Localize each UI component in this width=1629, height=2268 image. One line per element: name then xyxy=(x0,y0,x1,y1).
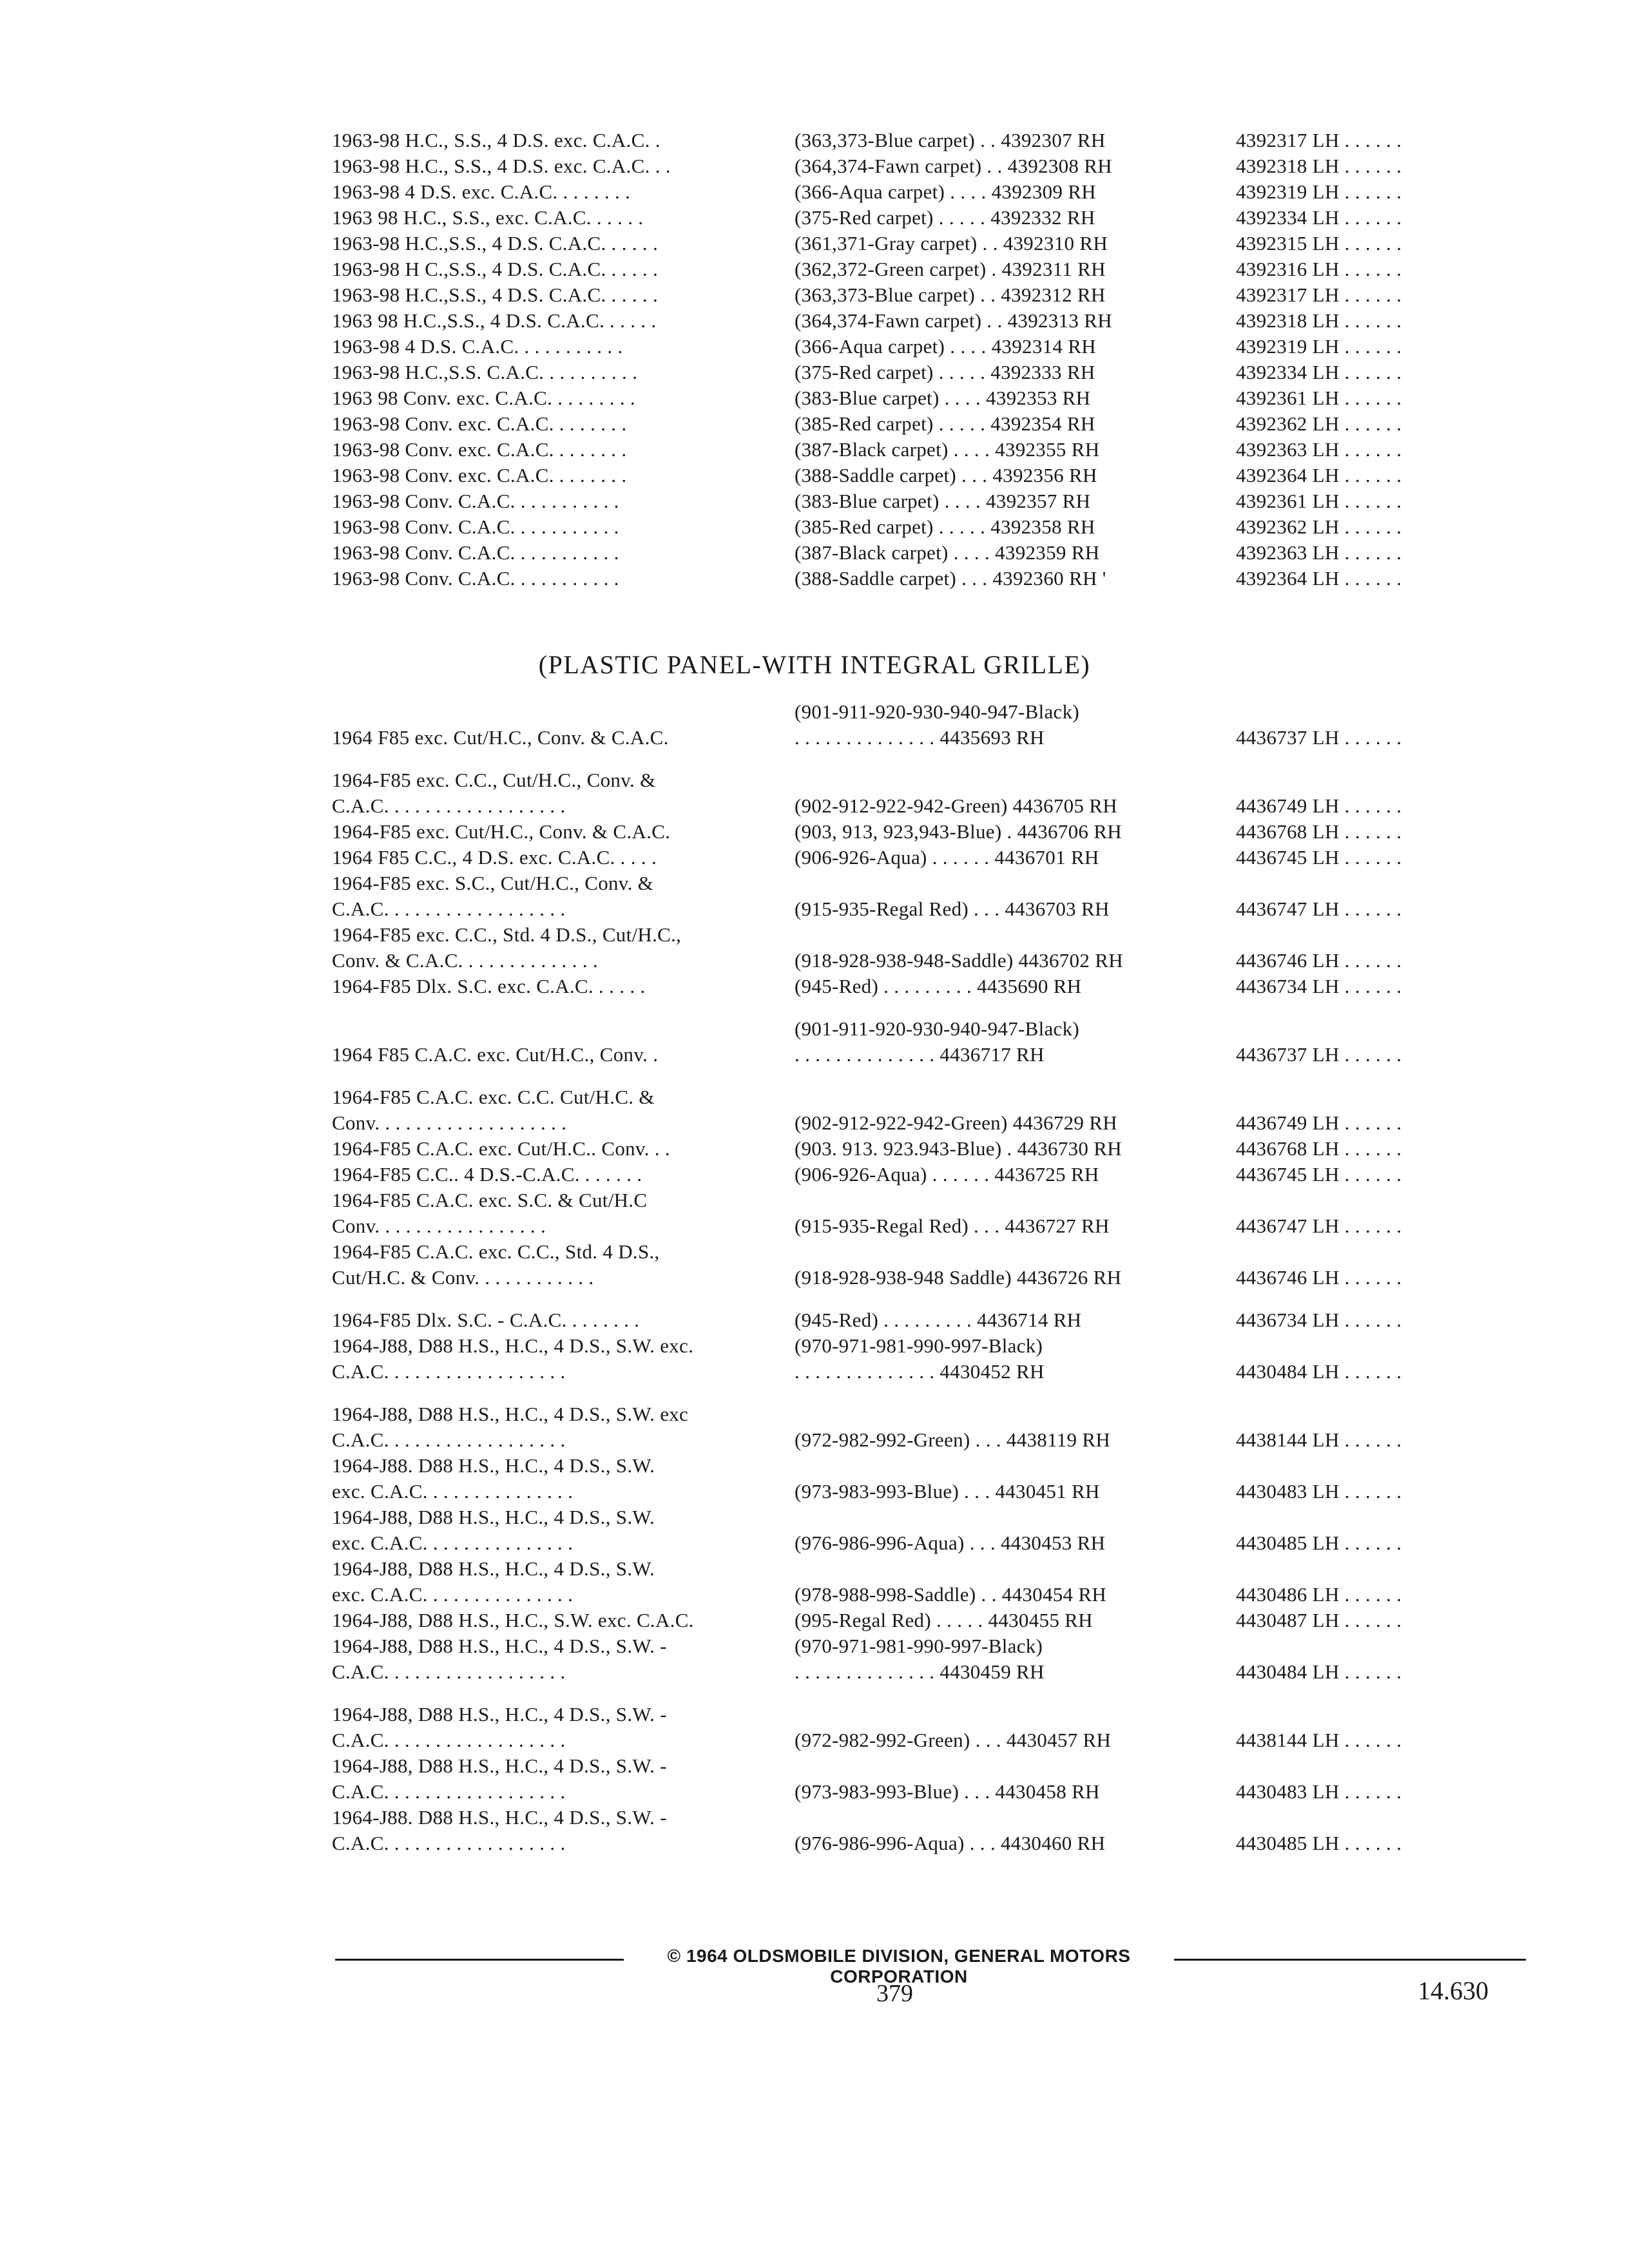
part-rh-cell: (387-Black carpet) . . . . 4392355 RH xyxy=(795,438,1100,461)
part-lh-cell: 4436745 LH . . . . . . xyxy=(1236,1163,1402,1186)
parts-row xyxy=(332,699,1530,751)
parts-row xyxy=(332,437,1530,463)
model-cell: 1964-F85 C.C.. 4 D.S.-C.A.C. . . . . . . xyxy=(332,1163,642,1186)
parts-row xyxy=(332,1556,1530,1608)
part-rh-cell: (361,371-Gray carpet) . . 4392310 RH xyxy=(795,232,1108,255)
part-rh-cell: (915-935-Regal Red) . . . 4436703 RH xyxy=(795,898,1110,920)
parts-row xyxy=(332,385,1530,411)
model-cell: 1963-98 H.C., S.S., 4 D.S. exc. C.A.C. . xyxy=(332,129,660,151)
part-lh-cell: 4392363 LH . . . . . . xyxy=(1236,541,1402,564)
model-cell: 1963 98 Conv. exc. C.A.C. . . . . . . . . xyxy=(332,387,635,409)
model-cell: 1964-F85 C.A.C. exc. Cut/H.C.. Conv. . . xyxy=(332,1137,670,1160)
parts-row xyxy=(332,1307,1530,1333)
parts-row xyxy=(332,488,1530,514)
model-cell: 1964 F85 C.C., 4 D.S. exc. C.A.C. . . . . xyxy=(332,846,657,869)
parts-row xyxy=(332,845,1530,870)
parts-row xyxy=(332,1187,1530,1239)
model-cell: 1964-F85 exc. C.C., Std. 4 D.S., Cut/H.C., Conv. & C.A.C. . . . . . . . . . . . . . xyxy=(332,923,682,972)
model-cell: 1964-F85 exc. S.C., Cut/H.C., Conv. & C.A.C. . . . . . . . . . . . . . . . . . xyxy=(332,872,654,920)
part-rh-cell: (906-926-Aqua) . . . . . . 4436725 RH xyxy=(795,1163,1099,1186)
part-lh-cell: 4392318 LH . . . . . . xyxy=(1236,309,1402,332)
reference-number: 14.630 xyxy=(1418,1976,1489,2005)
part-lh-cell: 4430485 LH . . . . . . xyxy=(1236,1832,1402,1854)
parts-row xyxy=(332,308,1530,334)
parts-row xyxy=(332,1504,1530,1556)
part-lh-cell: 4392361 LH . . . . . . xyxy=(1236,490,1402,512)
part-rh-cell: (383-Blue carpet) . . . . 4392353 RH xyxy=(795,387,1091,409)
part-rh-cell: (915-935-Regal Red) . . . 4436727 RH xyxy=(795,1215,1110,1237)
part-lh-cell: 4430483 LH . . . . . . xyxy=(1236,1480,1402,1503)
part-rh-cell: (903. 913. 923.943-Blue) . 4436730 RH xyxy=(795,1137,1122,1160)
model-cell: 1963-98 H.C., S.S., 4 D.S. exc. C.A.C. . . xyxy=(332,155,671,177)
part-rh-cell: (978-988-998-Saddle) . . 4430454 RH xyxy=(795,1583,1107,1606)
model-cell: 1964-F85 Dlx. S.C. - C.A.C. . . . . . . . xyxy=(332,1309,640,1331)
parts-row xyxy=(332,974,1530,999)
model-cell: 1964-J88, D88 H.S., H.C., 4 D.S., S.W. exc. C.A.C. . . . . . . . . . . . . . . xyxy=(332,1557,655,1606)
model-cell: 1963-98 H.C.,S.S., 4 D.S. C.A.C. . . . . . xyxy=(332,232,659,255)
parts-row xyxy=(332,334,1530,360)
footer-copyright: © 1964 OLDSMOBILE DIVISION, GENERAL MOTORS CORPORATION xyxy=(667,1946,1131,1986)
parts-row xyxy=(332,1401,1530,1453)
part-rh-cell: (972-982-992-Green) . . . 4430457 RH xyxy=(795,1729,1112,1751)
part-lh-cell: 4430485 LH . . . . . . xyxy=(1236,1532,1402,1554)
part-lh-cell: 4436749 LH . . . . . . xyxy=(1236,1111,1402,1134)
part-lh-cell: 4430483 LH . . . . . . xyxy=(1236,1780,1402,1803)
parts-row xyxy=(332,514,1530,540)
model-cell: 1964-J88. D88 H.S., H.C., 4 D.S., S.W. exc. C.A.C. . . . . . . . . . . . . . . xyxy=(332,1454,655,1503)
parts-row xyxy=(332,1162,1530,1187)
part-lh-cell: 4392318 LH . . . . . . xyxy=(1236,155,1402,177)
part-lh-cell: 4392364 LH . . . . . . xyxy=(1236,567,1402,590)
parts-row xyxy=(332,1633,1530,1685)
part-lh-cell: 4436746 LH . . . . . . xyxy=(1236,1266,1402,1289)
model-cell: 1963-98 H.C.,S.S., 4 D.S. C.A.C. . . . . . xyxy=(332,284,659,306)
parts-row xyxy=(332,922,1530,974)
part-rh-cell: (363,373-Blue carpet) . . 4392312 RH xyxy=(795,284,1106,306)
parts-row xyxy=(332,153,1530,179)
part-lh-cell: 4392361 LH . . . . . . xyxy=(1236,387,1402,409)
part-lh-cell: 4436745 LH . . . . . . xyxy=(1236,846,1402,869)
part-lh-cell: 4430487 LH . . . . . . xyxy=(1236,1609,1402,1631)
part-lh-cell: 4436768 LH . . . . . . xyxy=(1236,820,1402,843)
part-rh-cell: (363,373-Blue carpet) . . 4392307 RH xyxy=(795,129,1106,151)
parts-row xyxy=(332,767,1530,819)
model-cell: 1963-98 H.C.,S.S. C.A.C. . . . . . . . . . xyxy=(332,361,638,383)
parts-row xyxy=(332,1453,1530,1504)
part-lh-cell: 4392316 LH . . . . . . xyxy=(1236,258,1402,280)
parts-row xyxy=(332,819,1530,845)
model-cell: 1964-J88, D88 H.S., H.C., 4 D.S., S.W. - C.A.C. . . . . . . . . . . . . . . . . . xyxy=(332,1635,667,1683)
part-lh-cell: 4392334 LH . . . . . . xyxy=(1236,206,1402,229)
part-rh-cell: (375-Red carpet) . . . . . 4392333 RH xyxy=(795,361,1095,383)
carpet-panel-list xyxy=(332,128,1530,591)
page-number: 379 xyxy=(876,1980,913,2007)
footer-rule-right xyxy=(1174,1959,1526,1961)
parts-row xyxy=(332,540,1530,566)
part-rh-cell: (918-928-938-948-Saddle) 4436702 RH xyxy=(795,949,1123,972)
part-rh-cell: (976-986-996-Aqua) . . . 4430453 RH xyxy=(795,1532,1106,1554)
part-rh-cell: (362,372-Green carpet) . 4392311 RH xyxy=(795,258,1106,280)
model-cell: 1964-F85 C.A.C. exc. C.C. Cut/H.C. & Conv. . . . . . . . . . . . . . . . . . . xyxy=(332,1086,655,1134)
model-cell: 1964-J88, D88 H.S., H.C., 4 D.S., S.W. exc C.A.C. . . . . . . . . . . . . . . . . . xyxy=(332,1403,689,1451)
part-lh-cell: 4392315 LH . . . . . . xyxy=(1236,232,1402,255)
part-lh-cell: 4436747 LH . . . . . . xyxy=(1236,1215,1402,1237)
model-cell: 1964-F85 C.A.C. exc. S.C. & Cut/H.C Conv. . . . . . . . . . . . . . . . . xyxy=(332,1189,648,1237)
part-rh-cell: (902-912-922-942-Green) 4436705 RH xyxy=(795,794,1117,817)
parts-row xyxy=(332,870,1530,922)
model-cell: 1963-98 Conv. exc. C.A.C. . . . . . . . xyxy=(332,438,627,461)
part-rh-cell: (901-911-920-930-940-947-Black) . . . . . . . . . . . . . . 4436717 RH xyxy=(795,1017,1080,1066)
part-lh-cell: 4392363 LH . . . . . . xyxy=(1236,438,1402,461)
part-rh-cell: (366-Aqua carpet) . . . . 4392309 RH xyxy=(795,180,1096,203)
parts-row xyxy=(332,179,1530,205)
model-cell: 1964-J88, D88 H.S., H.C., S.W. exc. C.A.C. xyxy=(332,1609,694,1631)
part-lh-cell: 4438144 LH . . . . . . xyxy=(1236,1729,1402,1751)
parts-row xyxy=(332,128,1530,153)
part-lh-cell: 4430484 LH . . . . . . xyxy=(1236,1360,1402,1383)
model-cell: 1964-F85 Dlx. S.C. exc. C.A.C. . . . . . xyxy=(332,975,646,997)
part-lh-cell: 4436737 LH . . . . . . xyxy=(1236,1043,1402,1066)
part-lh-cell: 4430484 LH . . . . . . xyxy=(1236,1660,1402,1683)
part-lh-cell: 4392364 LH . . . . . . xyxy=(1236,464,1402,486)
parts-row xyxy=(332,256,1530,282)
part-lh-cell: 4436734 LH . . . . . . xyxy=(1236,975,1402,997)
part-rh-cell: (970-971-981-990-997-Black) . . . . . . . . . . . . . . 4430459 RH xyxy=(795,1635,1045,1683)
part-lh-cell: 4392317 LH . . . . . . xyxy=(1236,129,1402,151)
parts-row xyxy=(332,1753,1530,1805)
model-cell: 1963-98 Conv. exc. C.A.C. . . . . . . . xyxy=(332,464,627,486)
part-rh-cell: (995-Regal Red) . . . . . 4430455 RH xyxy=(795,1609,1093,1631)
model-cell: 1963 98 H.C., S.S., exc. C.A.C. . . . . . xyxy=(332,206,644,229)
part-lh-cell: 4392334 LH . . . . . . xyxy=(1236,361,1402,383)
parts-row xyxy=(332,1136,1530,1162)
model-cell: 1964-J88. D88 H.S., H.C., 4 D.S., S.W. - C.A.C. . . . . . . . . . . . . . . . . . xyxy=(332,1806,667,1854)
model-cell: 1964-F85 exc. C.C., Cut/H.C., Conv. & C.A.C. . . . . . . . . . . . . . . . . . xyxy=(332,769,656,817)
parts-row xyxy=(332,411,1530,437)
part-lh-cell: 4392317 LH . . . . . . xyxy=(1236,284,1402,306)
part-rh-cell: (375-Red carpet) . . . . . 4392332 RH xyxy=(795,206,1095,229)
model-cell: 1964-J88, D88 H.S., H.C., 4 D.S., S.W. exc. C.A.C. . . . . . . . . . . . . . . . . . xyxy=(332,1334,694,1383)
parts-row xyxy=(332,1702,1530,1753)
part-rh-cell: (906-926-Aqua) . . . . . . 4436701 RH xyxy=(795,846,1099,869)
part-rh-cell: (366-Aqua carpet) . . . . 4392314 RH xyxy=(795,335,1096,358)
part-rh-cell: (918-928-938-948 Saddle) 4436726 RH xyxy=(795,1266,1122,1289)
parts-row xyxy=(332,1084,1530,1136)
part-lh-cell: 4438144 LH . . . . . . xyxy=(1236,1428,1402,1451)
model-cell: 1964-F85 C.A.C. exc. C.C., Std. 4 D.S., Cut/H.C. & Conv. . . . . . . . . . . . xyxy=(332,1240,660,1289)
section-heading: (PLASTIC PANEL-WITH INTEGRAL GRILLE) xyxy=(538,650,1091,679)
parts-row xyxy=(332,566,1530,591)
model-cell: 1964-J88, D88 H.S., H.C., 4 D.S., S.W. - C.A.C. . . . . . . . . . . . . . . . . . xyxy=(332,1703,667,1751)
model-cell: 1963-98 4 D.S. C.A.C. . . . . . . . . . . xyxy=(332,335,623,358)
model-cell: 1964 F85 C.A.C. exc. Cut/H.C., Conv. . xyxy=(332,1043,659,1066)
part-rh-cell: (364,374-Fawn carpet) . . 4392308 RH xyxy=(795,155,1112,177)
parts-row xyxy=(332,1333,1530,1385)
model-cell: 1963-98 H C.,S.S., 4 D.S. C.A.C. . . . . . xyxy=(332,258,659,280)
part-lh-cell: 4436749 LH . . . . . . xyxy=(1236,794,1402,817)
parts-row xyxy=(332,360,1530,385)
part-rh-cell: (970-971-981-990-997-Black) . . . . . . . . . . . . . . 4430452 RH xyxy=(795,1334,1045,1383)
part-rh-cell: (385-Red carpet) . . . . . 4392358 RH xyxy=(795,515,1095,538)
part-lh-cell: 4436737 LH . . . . . . xyxy=(1236,726,1402,749)
parts-row xyxy=(332,1608,1530,1633)
part-rh-cell: (364,374-Fawn carpet) . . 4392313 RH xyxy=(795,309,1112,332)
model-cell: 1964-F85 exc. Cut/H.C., Conv. & C.A.C. xyxy=(332,820,671,843)
part-rh-cell: (973-983-993-Blue) . . . 4430451 RH xyxy=(795,1480,1100,1503)
footer-rule-left xyxy=(335,1959,624,1961)
model-cell: 1963-98 Conv. C.A.C. . . . . . . . . . . xyxy=(332,515,619,538)
part-rh-cell: (388-Saddle carpet) . . . 4392356 RH xyxy=(795,464,1097,486)
part-lh-cell: 4436768 LH . . . . . . xyxy=(1236,1137,1402,1160)
model-cell: 1963-98 4 D.S. exc. C.A.C. . . . . . . . xyxy=(332,180,631,203)
part-lh-cell: 4392362 LH . . . . . . xyxy=(1236,412,1402,435)
parts-row xyxy=(332,463,1530,488)
parts-row xyxy=(332,282,1530,308)
model-cell: 1964-J88, D88 H.S., H.C., 4 D.S., S.W. exc. C.A.C. . . . . . . . . . . . . . . xyxy=(332,1506,655,1554)
model-cell: 1963 98 H.C.,S.S., 4 D.S. C.A.C. . . . . . xyxy=(332,309,657,332)
part-rh-cell: (388-Saddle carpet) . . . 4392360 RH ' xyxy=(795,567,1106,590)
model-cell: 1964 F85 exc. Cut/H.C., Conv. & C.A.C. xyxy=(332,726,669,749)
part-lh-cell: 4392319 LH . . . . . . xyxy=(1236,180,1402,203)
part-rh-cell: (385-Red carpet) . . . . . 4392354 RH xyxy=(795,412,1095,435)
part-rh-cell: (387-Black carpet) . . . . 4392359 RH xyxy=(795,541,1100,564)
model-cell: 1963-98 Conv. exc. C.A.C. . . . . . . . xyxy=(332,412,627,435)
part-rh-cell: (902-912-922-942-Green) 4436729 RH xyxy=(795,1111,1117,1134)
model-cell: 1964-J88, D88 H.S., H.C., 4 D.S., S.W. - C.A.C. . . . . . . . . . . . . . . . . . xyxy=(332,1754,667,1803)
part-rh-cell: (945-Red) . . . . . . . . . 4436714 RH xyxy=(795,1309,1082,1331)
part-rh-cell: (945-Red) . . . . . . . . . 4435690 RH xyxy=(795,975,1082,997)
parts-row xyxy=(332,1016,1530,1068)
part-rh-cell: (976-986-996-Aqua) . . . 4430460 RH xyxy=(795,1832,1106,1854)
parts-row xyxy=(332,231,1530,256)
part-lh-cell: 4436734 LH . . . . . . xyxy=(1236,1309,1402,1331)
model-cell: 1963-98 Conv. C.A.C. . . . . . . . . . . xyxy=(332,541,619,564)
part-rh-cell: (972-982-992-Green) . . . 4438119 RH xyxy=(795,1428,1111,1451)
part-lh-cell: 4436747 LH . . . . . . xyxy=(1236,898,1402,920)
part-rh-cell: (973-983-993-Blue) . . . 4430458 RH xyxy=(795,1780,1100,1803)
model-cell: 1963-98 Conv. C.A.C. . . . . . . . . . . xyxy=(332,567,619,590)
model-cell: 1963-98 Conv. C.A.C. . . . . . . . . . . xyxy=(332,490,619,512)
part-rh-cell: (383-Blue carpet) . . . . 4392357 RH xyxy=(795,490,1091,512)
part-lh-cell: 4436746 LH . . . . . . xyxy=(1236,949,1402,972)
plastic-panel-list xyxy=(332,699,1530,1856)
part-rh-cell: (901-911-920-930-940-947-Black) . . . . . . . . . . . . . . 4435693 RH xyxy=(795,700,1080,749)
part-lh-cell: 4392362 LH . . . . . . xyxy=(1236,515,1402,538)
parts-row xyxy=(332,1239,1530,1291)
part-lh-cell: 4430486 LH . . . . . . xyxy=(1236,1583,1402,1606)
parts-row xyxy=(332,1805,1530,1856)
parts-row xyxy=(332,205,1530,231)
part-lh-cell: 4392319 LH . . . . . . xyxy=(1236,335,1402,358)
part-rh-cell: (903, 913, 923,943-Blue) . 4436706 RH xyxy=(795,820,1122,843)
